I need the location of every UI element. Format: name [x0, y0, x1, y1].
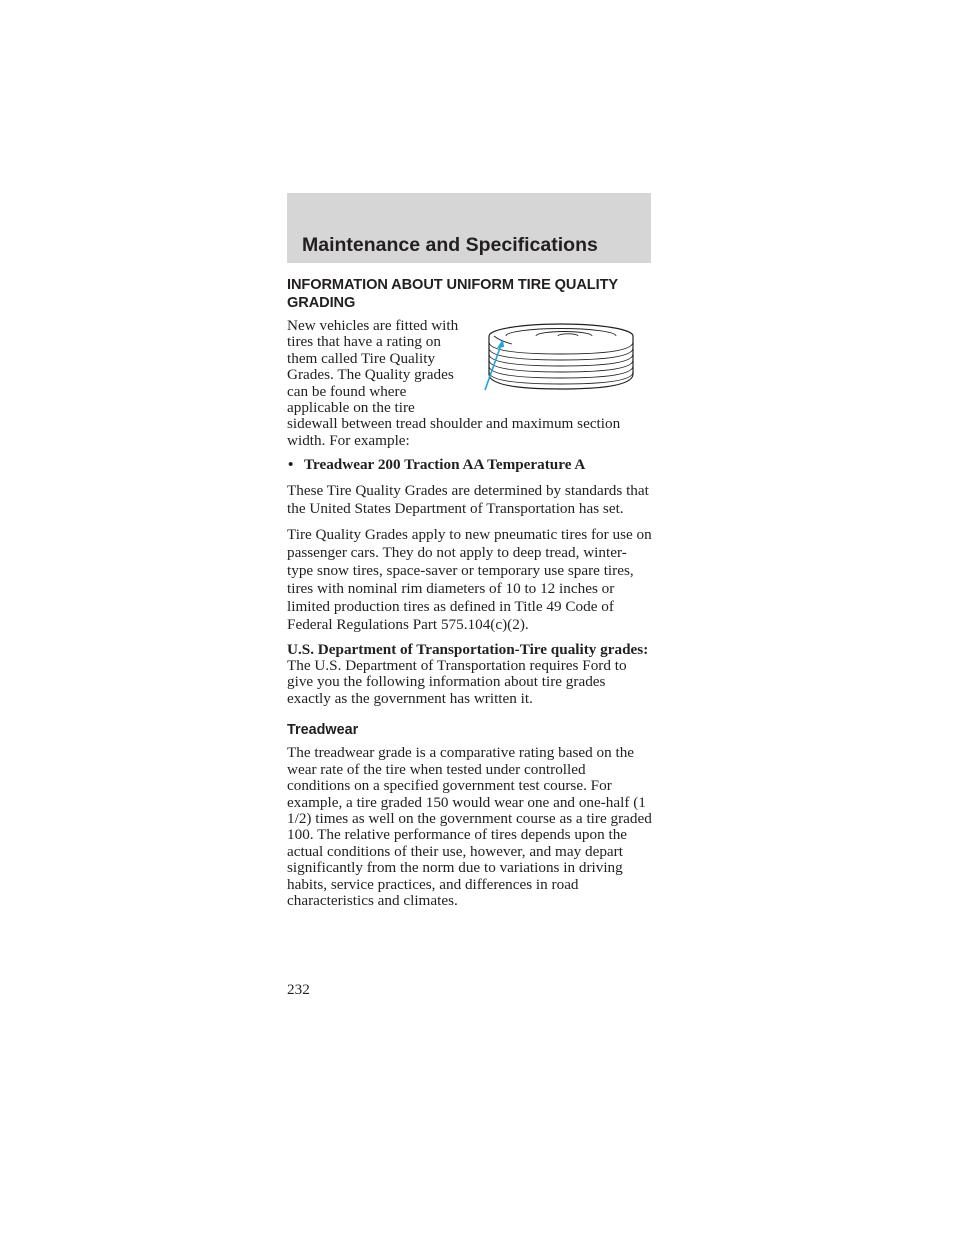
grade-example-text: Treadwear 200 Traction AA Temperature A	[304, 456, 586, 474]
chapter-title: Maintenance and Specifications	[302, 234, 598, 256]
bullet-icon: •	[288, 456, 294, 474]
applicability-paragraph: Tire Quality Grades apply to new pneumatic tires for use on passenger cars. They do not apply to deep tread, winter-type snow tires, space-saver or temporary use spare tires, tires with nominal rim diameters of 10 to 12 inches or limited production tires as defined in Title 49 Code of Federal Regulations Part 575.104(c)(2).	[287, 525, 652, 633]
page-number: 232	[287, 981, 310, 998]
dot-paragraph	[287, 642, 652, 708]
tire-icon	[478, 322, 644, 402]
intro-paragraph: New vehicles are fitted with tires that have a rating on them called Tire Quality Grades. The Quality grades can be found where applicable on the tire sidewall between tread shoulder and maximum section width. For example:	[287, 317, 621, 449]
dot-body: The U.S. Department of Transportation requires Ford to give you the following information about tire grades exactly as the government has written it.	[287, 657, 627, 707]
treadwear-paragraph: The treadwear grade is a comparative rating based on the wear rate of the tire when tested under controlled conditions on a specified government test course. For example, a tire graded 150 would wear one and one-half (1 1/2) times as well on the government course as a tire graded 100. The relative performance of tires depends upon the actual conditions of their use, however, and may depart significantly from the norm due to variations in driving habits, service practices, and differences in road characteristics and climates.	[287, 744, 652, 909]
chapter-header-band	[287, 193, 651, 263]
section-heading: INFORMATION ABOUT UNIFORM TIRE QUALITY GRADING	[287, 277, 618, 311]
grade-example-list	[287, 457, 652, 473]
standards-paragraph: These Tire Quality Grades are determined by standards that the United States Department of Transportation has set.	[287, 481, 649, 517]
treadwear-heading: Treadwear	[287, 722, 359, 739]
page-content	[287, 276, 652, 917]
list-item	[287, 457, 652, 473]
dot-lead-in: U.S. Department of Transportation-Tire quality grades:	[287, 640, 649, 658]
